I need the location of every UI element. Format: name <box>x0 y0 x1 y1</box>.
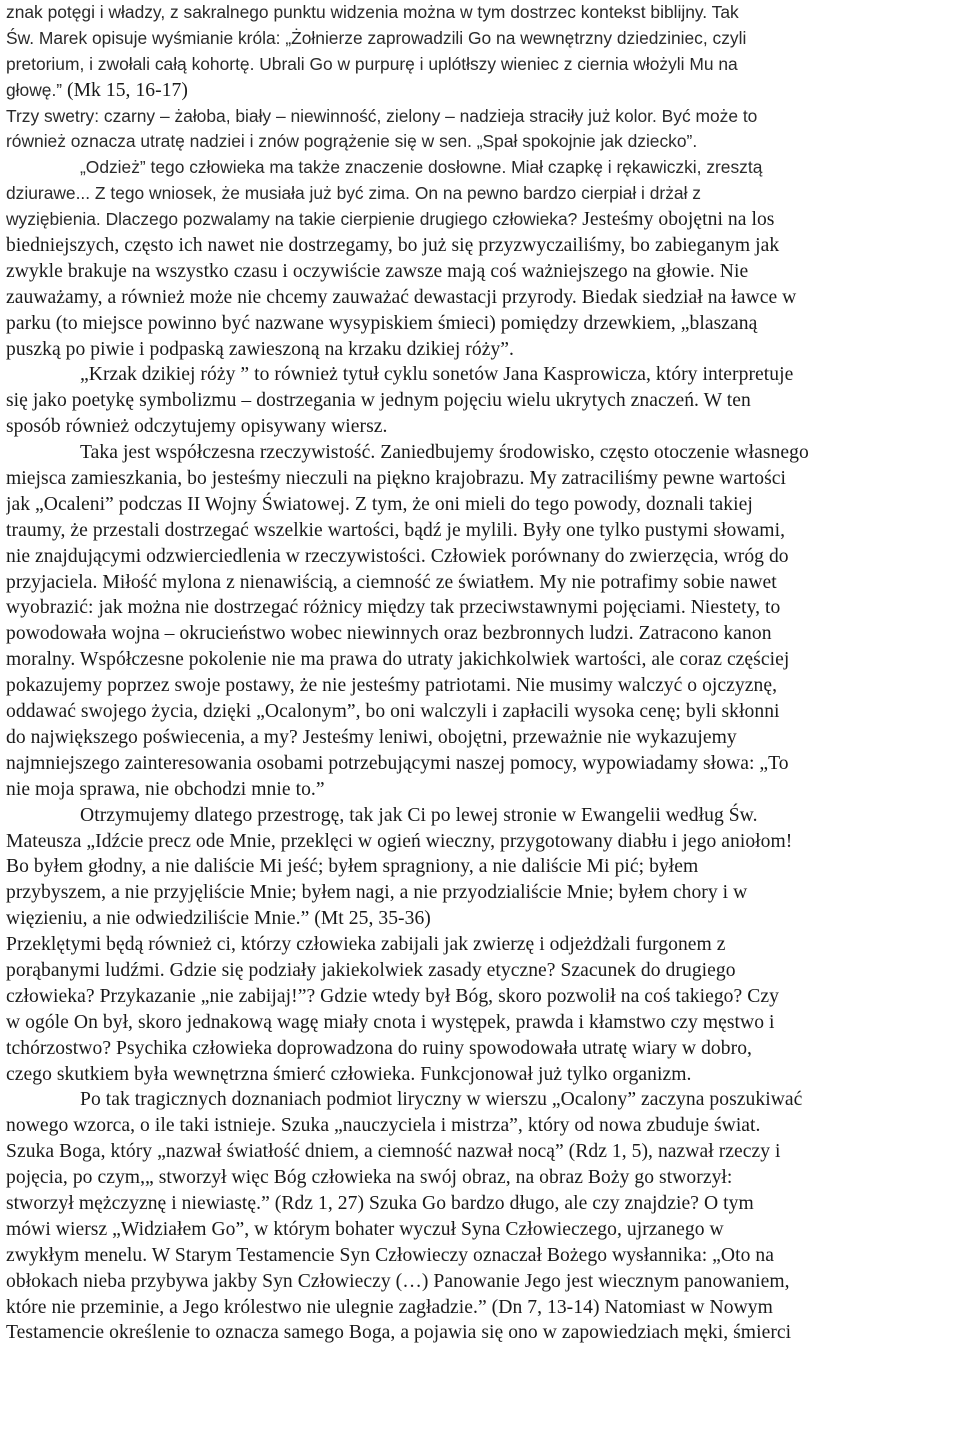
text-line <box>6 104 954 130</box>
text-run: traumy, że przestali dostrzegać wszelkie wartości, bądź je mylili. Były one tylko pustymi słowami, <box>6 519 786 541</box>
text-run: najmniejszego zainteresowania osobami potrzebującymi naszej pomocy, wypowiadamy słowa: „To <box>6 752 789 774</box>
text-line <box>6 492 954 518</box>
text-run: Św. Marek opisuje wyśmianie króla: „Żołnierze zaprowadzili Go na wewnętrzny dziedziniec, czyli <box>6 27 747 48</box>
text-line <box>6 414 954 440</box>
text-line <box>6 233 954 259</box>
text-run: zwykle brakuje na wszystko czasu i oczywiście zawsze mają coś ważniejszego na głowie. Nie <box>6 260 749 282</box>
text-run: jak „Ocaleni” podczas II Wojny Światowej. Z tym, że oni mieli do tego powody, doznali takiej <box>6 493 753 515</box>
text-line <box>6 570 954 596</box>
text-line <box>6 388 954 414</box>
text-line <box>6 906 954 932</box>
text-line <box>6 1269 954 1295</box>
text-line <box>6 78 954 104</box>
text-run: przybyszem, a nie przyjęliście Mnie; byłem nagi, a nie przyodzialiście Mnie; byłem chory i w <box>6 882 748 904</box>
text-run: znak potęgi i władzy, z sakralnego punktu widzenia można w tym dostrzec kontekst biblijny. Tak <box>6 2 739 22</box>
text-run: zwykłym menelu. W Starym Testamencie Syn Człowieczy oznaczał Bożego wysłannika: „Oto na <box>6 1244 775 1266</box>
text-line <box>6 285 954 311</box>
text-line <box>6 466 954 492</box>
text-run: „Krzak dzikiej róży ” to również tytuł cyklu sonetów Jana Kasprowicza, który interpretuje <box>80 364 794 386</box>
text-run: wyobrazić: jak można nie dostrzegać różnicy między tak przeciwstawnymi pojęciami. Niestety, to <box>6 597 781 619</box>
text-run: również oznacza utratę nadziei i znów pogrążenie się w sen. „Spał spokojnie jak dziecko”. <box>6 131 698 152</box>
text-line <box>6 777 954 803</box>
text-run: Trzy swetry: czarny – żałoba, biały – niewinność, zielony – nadzieja straciły już kolor. Być może to <box>6 105 758 126</box>
text-line <box>6 1217 954 1243</box>
text-line <box>6 181 954 207</box>
text-line <box>6 1087 954 1113</box>
text-line <box>6 129 954 155</box>
text-run: dziurawe... Z tego wniosek, że musiała już być zima. On na pewno bardzo cierpiał i drżał z <box>6 183 701 204</box>
text-run: sposób również odczytujemy opisywany wiersz. <box>6 416 388 438</box>
text-line <box>6 1295 954 1321</box>
text-run: więzieniu, a nie odwiedziliście Mnie.” (Mt 25, 35-36) <box>6 908 431 930</box>
text-line <box>6 803 954 829</box>
text-run: zauważamy, a również może nie chcemy zauważać dewastacji przyrody. Biedak siedział na ławce w <box>6 286 797 308</box>
text-line <box>6 595 954 621</box>
text-line <box>6 1165 954 1191</box>
text-run: Jesteśmy obojętni na los <box>577 209 775 231</box>
text-line <box>6 880 954 906</box>
text-run: Mateusza „Idźcie precz ode Mnie, przeklęci w ogień wieczny, przygotowany diabłu i jego aniołom! <box>6 830 793 852</box>
text-line <box>6 829 954 855</box>
text-run: moralny. Współczesne pokolenie nie ma prawa do utraty jakichkolwiek wartości, ale coraz częściej <box>6 649 790 671</box>
text-run: do największego poświecenia, a my? Jesteśmy leniwi, obojętni, przeważnie nie wykazujemy <box>6 726 737 748</box>
text-run: które nie przeminie, a Jego królestwo nie ulegnie zagładzie.” (Dn 7, 13-14) Natomiast w Nowym <box>6 1296 773 1318</box>
text-line <box>6 1036 954 1062</box>
text-line <box>6 1010 954 1036</box>
text-line <box>6 52 954 78</box>
text-run: przyjaciela. Miłość mylona z nienawiścią, a ciemność ze światłem. My nie potrafimy sobie nawet <box>6 571 777 593</box>
text-run: „Odzież” tego człowieka ma także znaczenie dosłowne. Miał czapkę i rękawiczki, zresztą <box>80 157 763 178</box>
text-line <box>6 984 954 1010</box>
text-run: w ogóle On był, skoro jednakową wagę miały cnota i występek, prawda i kłamstwo czy męstwo i <box>6 1011 775 1033</box>
text-run: pretorium, i zwołali całą kohortę. Ubrali Go w purpurę i uplótłszy wieniec z ciernia włożyli Mu na <box>6 53 738 74</box>
text-run: Testamencie określenie to oznacza samego Boga, a pojawia się ono w zapowiedziach męki, śmierci <box>6 1322 792 1344</box>
text-run: stworzył mężczyznę i niewiastę.” (Rdz 1, 27) Szuka Go bardzo długo, ale czy znajdzie? O tym <box>6 1192 754 1214</box>
text-line <box>6 0 954 26</box>
text-run: powodowała wojna – okrucieństwo wobec niewinnych oraz bezbronnych ludzi. Zatracono kanon <box>6 623 772 645</box>
text-run: obłokach nieba przybywa jakby Syn Człowieczy (…) Panowanie Jego jest wiecznym panowaniem, <box>6 1270 790 1292</box>
text-run: (Mk 15, 16-17) <box>62 79 188 101</box>
text-run: pojęcia, po czym,„ stworzył więc Bóg człowieka na swój obraz, na obraz Boży go stworzył: <box>6 1167 733 1189</box>
text-run: Przeklętymi będą również ci, którzy człowieka zabijali jak zwierzę i odjeżdżali furgonem z <box>6 934 726 956</box>
text-line <box>6 440 954 466</box>
text-line <box>6 311 954 337</box>
text-line <box>6 337 954 363</box>
text-line <box>6 751 954 777</box>
text-line <box>6 699 954 725</box>
text-run: parku (to miejsce powinno być nazwane wysypiskiem śmieci) pomiędzy drzewkiem, „blaszaną <box>6 312 758 334</box>
text-line <box>6 1191 954 1217</box>
text-run: się jako poetykę symbolizmu – dostrzegania w jednym pojęciu wielu ukrytych znaczeń. W ten <box>6 390 751 412</box>
text-line <box>6 207 954 233</box>
text-line <box>6 155 954 181</box>
text-run: nowego wzorca, o ile taki istnieje. Szuka „nauczyciela i mistrza”, który od nowa zbuduje świat. <box>6 1115 761 1137</box>
text-line <box>6 1243 954 1269</box>
text-line <box>6 647 954 673</box>
text-run: pokazujemy poprzez swoje postawy, że nie jesteśmy patriotami. Nie musimy walczyć o ojczyznę, <box>6 675 778 697</box>
text-run: Bo byłem głodny, a nie daliście Mi jeść; byłem spragniony, a nie daliście Mi pić; byłem <box>6 856 699 878</box>
text-run: głowę.” <box>6 79 63 100</box>
text-run: czego skutkiem była wewnętrzna śmierć człowieka. Funkcjonował już tylko organizm. <box>6 1063 692 1085</box>
text-line <box>6 1113 954 1139</box>
text-line <box>6 544 954 570</box>
text-run: Po tak tragicznych doznaniach podmiot liryczny w wierszu „Ocalony” zaczyna poszukiwać <box>80 1089 803 1111</box>
text-run: puszką po piwie i podpaską zawieszoną na krzaku dzikiej róży”. <box>6 338 514 360</box>
text-line <box>6 1062 954 1088</box>
text-line <box>6 362 954 388</box>
text-run: wyziębienia. Dlaczego pozwalamy na takie cierpienie drugiego człowieka? <box>6 209 578 230</box>
text-line <box>6 259 954 285</box>
text-line <box>6 932 954 958</box>
text-run: nie moja sprawa, nie obchodzi mnie to.” <box>6 778 325 800</box>
text-line <box>6 958 954 984</box>
text-line <box>6 854 954 880</box>
text-line <box>6 26 954 52</box>
text-run: nie znajdującymi odzwierciedlenia w rzeczywistości. Człowiek porównany do zwierzęcia, wróg do <box>6 545 789 567</box>
text-run: oddawać swojego życia, dzięki „Ocalonym”, bo oni walczyli i zapłacili wysoka cenę; byli skłonni <box>6 701 780 723</box>
text-run: biedniejszych, często ich nawet nie dostrzegamy, bo już się przyzwyczailiśmy, bo zabieganym jak <box>6 235 780 257</box>
text-run: Taka jest współczesna rzeczywistość. Zaniedbujemy środowisko, często otoczenie własnego <box>80 442 809 464</box>
text-line <box>6 725 954 751</box>
text-run: tchórzostwo? Psychika człowieka doprowadzona do ruiny spowodowała utratę wiary w dobro, <box>6 1037 752 1059</box>
text-run: porąbanymi ludźmi. Gdzie się podziały jakiekolwiek zasady etyczne? Szacunek do drugiego <box>6 959 736 981</box>
text-run: mówi wiersz „Widziałem Go”, w którym bohater wyczuł Syna Człowieczego, ujrzanego w <box>6 1218 724 1240</box>
text-line <box>6 1320 954 1346</box>
text-run: Otrzymujemy dlatego przestrogę, tak jak Ci po lewej stronie w Ewangelii według Św. <box>80 804 758 826</box>
text-line <box>6 1139 954 1165</box>
text-line <box>6 621 954 647</box>
text-run: człowieka? Przykazanie „nie zabijaj!”? Gdzie wtedy był Bóg, skoro pozwolił na coś takiego? Czy <box>6 985 779 1007</box>
text-line <box>6 673 954 699</box>
text-run: miejsca zamieszkania, bo jesteśmy nieczuli na piękno krajobrazu. My zatraciliśmy pewne wartości <box>6 468 787 490</box>
text-line <box>6 518 954 544</box>
text-run: Szuka Boga, który „nazwał światłość dniem, a ciemność nazwał nocą” (Rdz 1, 5), nazwał rzeczy i <box>6 1141 781 1163</box>
